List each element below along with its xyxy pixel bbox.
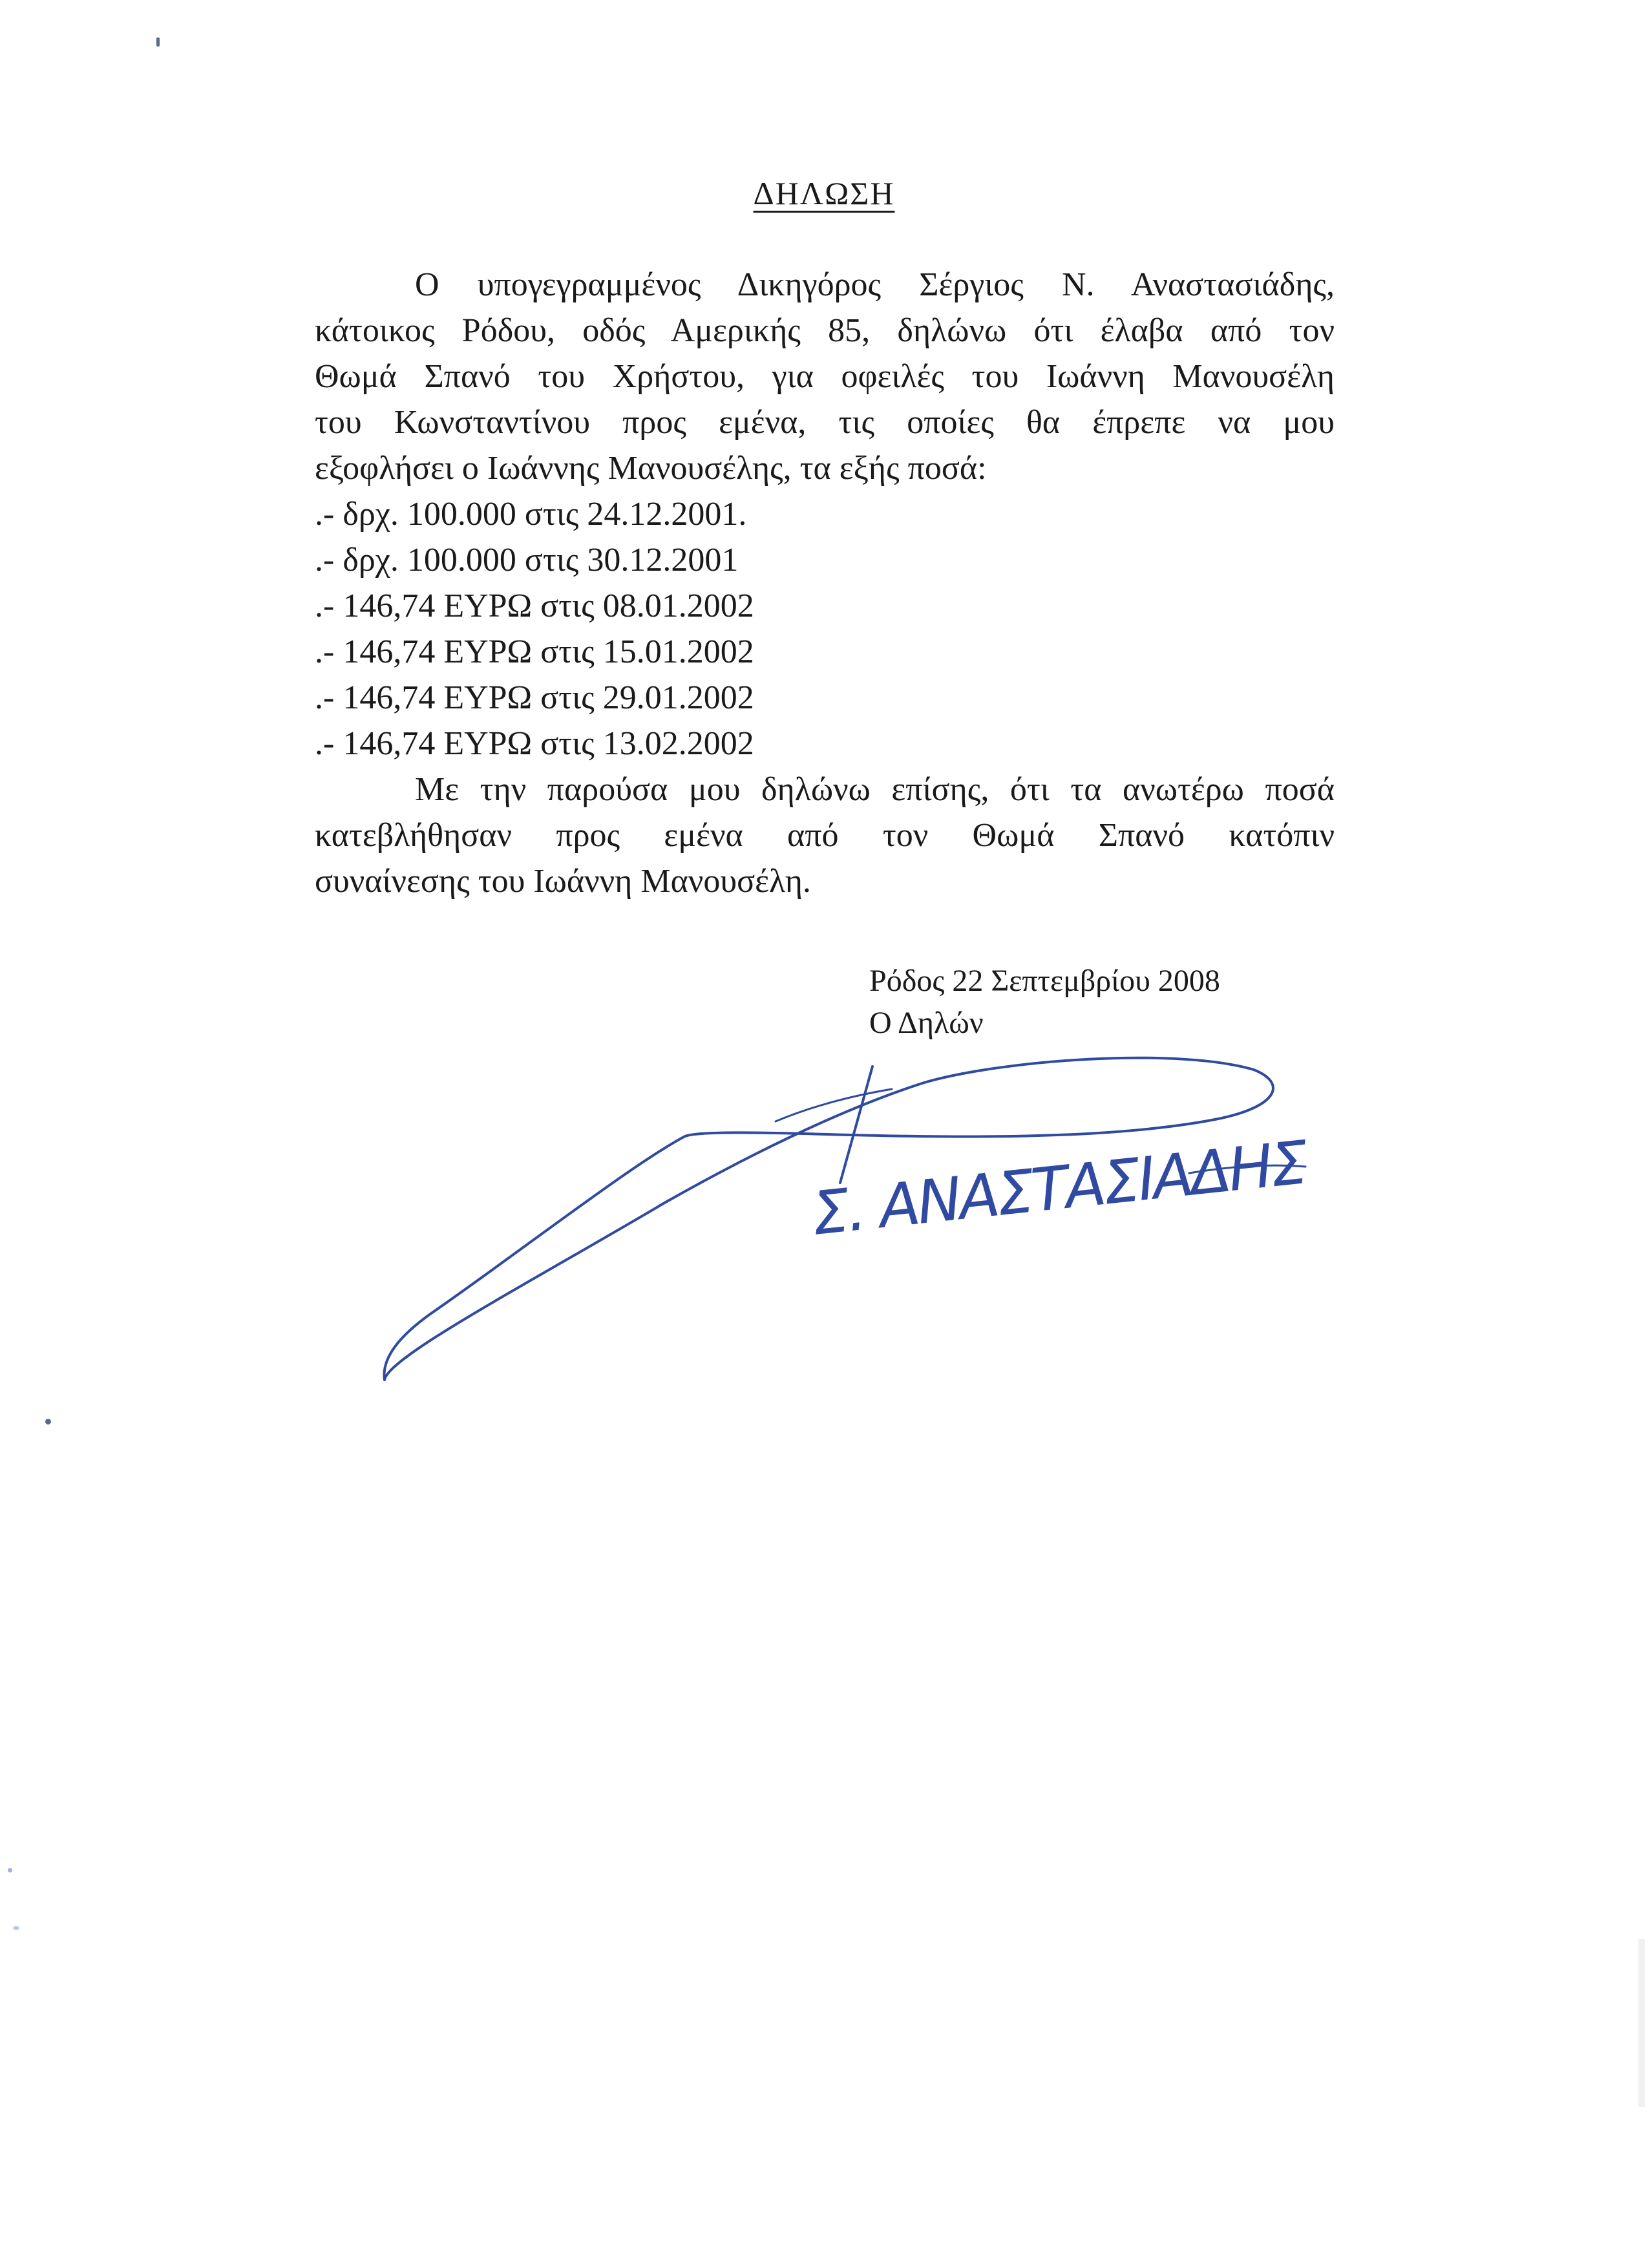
intro-line: εξοφλήσει ο Ιωάννης Μανουσέλης, τα εξής ποσά: <box>315 450 987 487</box>
payments-list <box>215 491 1335 767</box>
payment-item: .- 146,74 ΕΥΡΩ στις 15.01.2002 <box>315 633 754 670</box>
signature-lettering: Σ. ΑΝΑΣΤΑΣΙΑΔΗΣ <box>808 1128 1309 1249</box>
scan-speck <box>13 1926 19 1930</box>
signature-cross-stroke <box>840 1066 872 1183</box>
payment-item: .- δρχ. 100.000 στις 24.12.2001. <box>315 496 747 533</box>
document-body <box>215 262 1335 904</box>
place-and-date: Ρόδος 22 Σεπτεμβρίου 2008 <box>869 964 1220 998</box>
consent-line: κατεβλήθησαν προς εμένα από τον Θωμά Σπανό κατόπιν <box>315 817 1335 854</box>
consent-line: Με την παρούσα μου δηλώνω επίσης, ότι τα ανωτέρω ποσά <box>415 771 1335 808</box>
intro-line: Ο υπογεγραμμένος Δικηγόρος Σέργιος Ν. Αναστασιάδης, <box>415 266 1335 303</box>
consent-paragraph <box>215 767 1335 904</box>
intro-line: κάτοικος Ρόδου, οδός Αμερικής 85, δηλώνω ότι έλαβα από τον <box>315 312 1335 349</box>
payment-item: .- δρχ. 100.000 στις 30.12.2001 <box>315 542 739 578</box>
document-title: ΔΗΛΩΣΗ <box>753 175 895 211</box>
payment-item: .- 146,74 ΕΥΡΩ στις 13.02.2002 <box>315 725 754 762</box>
scan-speck <box>45 1419 51 1425</box>
intro-paragraph <box>215 262 1335 491</box>
payment-item: .- 146,74 ΕΥΡΩ στις 29.01.2002 <box>315 679 754 716</box>
intro-line: Θωμά Σπανό του Χρήστου, για οφειλές του Ιωάννη Μανουσέλη <box>315 358 1335 395</box>
consent-line: συναίνεσης του Ιωάννη Μανουσέλη. <box>315 863 811 900</box>
scan-speck <box>156 37 160 47</box>
payment-item: .- 146,74 ΕΥΡΩ στις 08.01.2002 <box>315 588 754 624</box>
handwritten-signature <box>362 1008 1331 1396</box>
scan-speck <box>1638 1939 1645 2107</box>
scan-speck <box>8 1868 12 1872</box>
intro-line: του Κωνσταντίνου προς εμένα, τις οποίες θα έπρεπε να μου <box>315 404 1335 441</box>
declarant-label: Ο Δηλών <box>869 1006 984 1040</box>
